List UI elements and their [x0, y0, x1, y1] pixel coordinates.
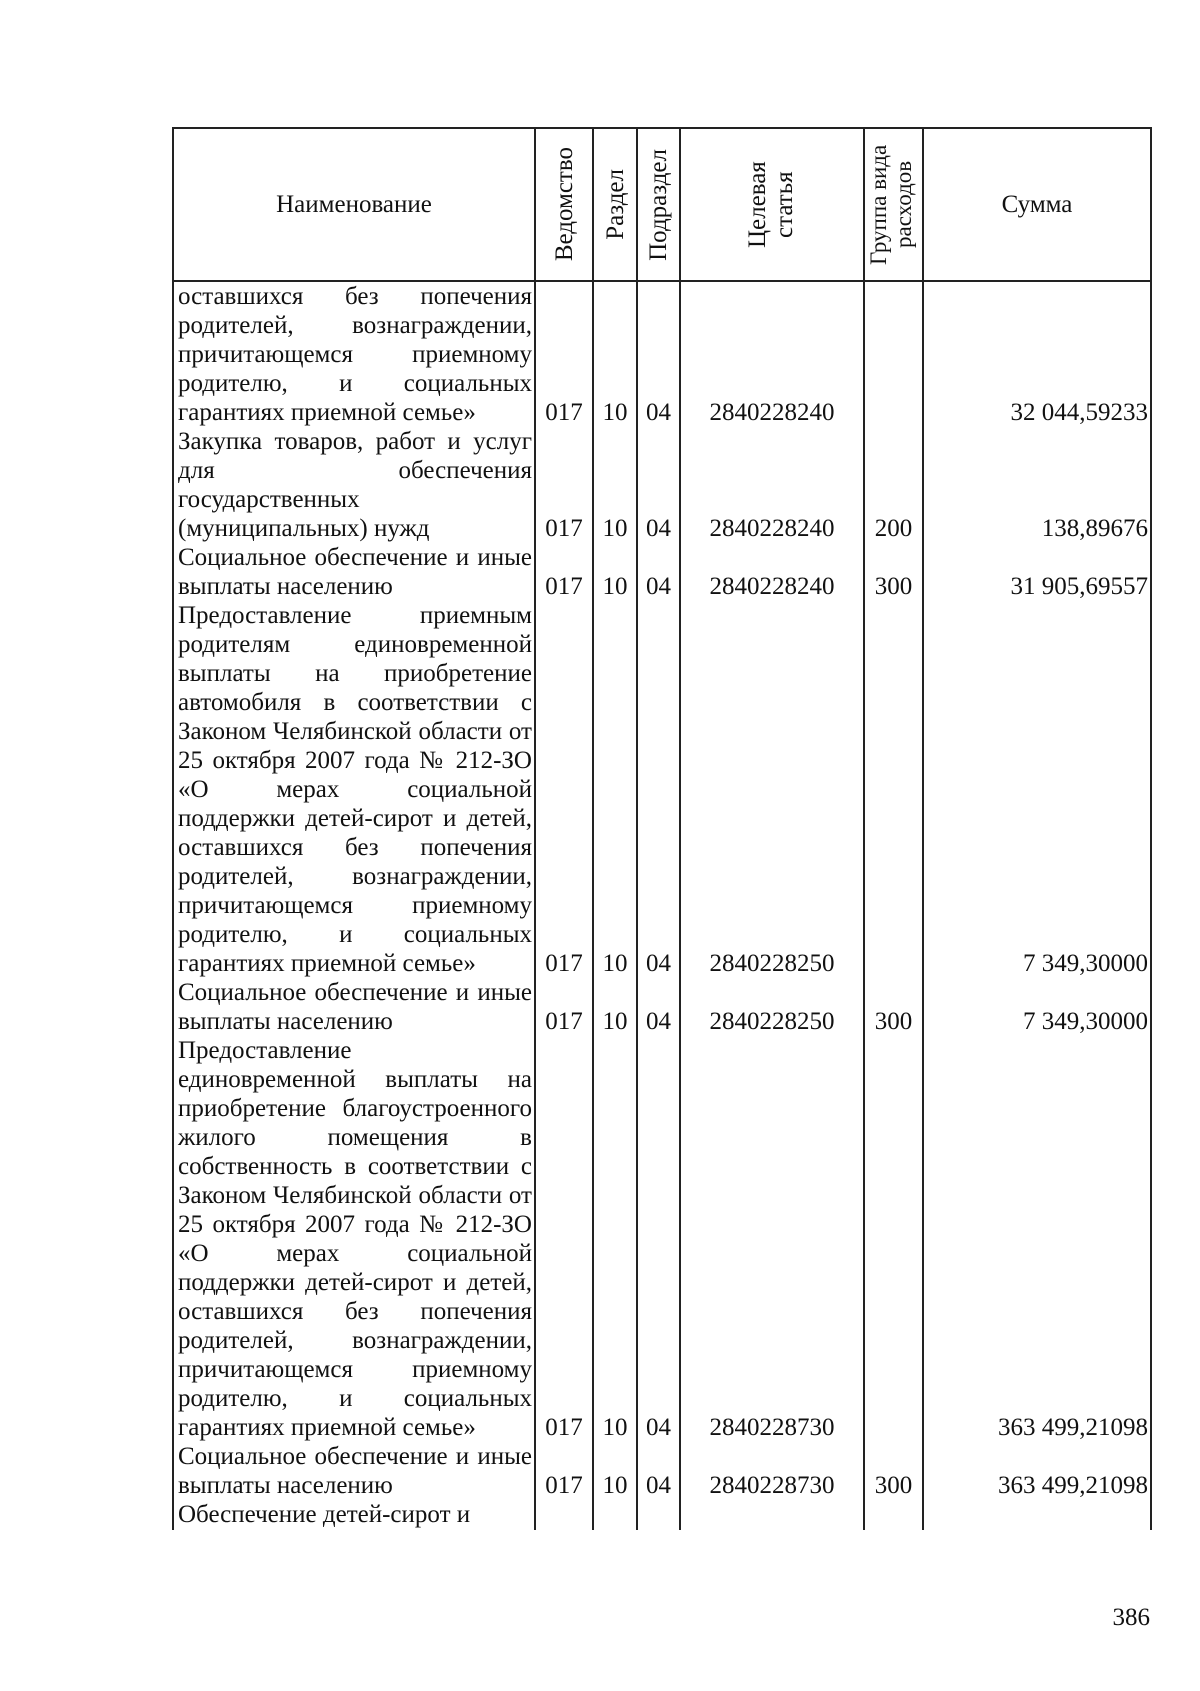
budget-table-container [172, 127, 1150, 1530]
row-summa: 7 349,30000 [923, 601, 1151, 978]
row-summa: 31 905,69557 [923, 543, 1151, 601]
row-gruppa [864, 1500, 923, 1530]
header-podrazdel: Подраздел [637, 128, 680, 281]
row-vedomstvo: 017 [535, 1442, 593, 1500]
table-row [173, 1500, 1151, 1530]
row-name: Обеспечение детей-сирот и [173, 1500, 535, 1530]
row-name: Социальное обеспечение и иные выплаты населению [173, 978, 535, 1036]
row-celevaya: 2840228240 [680, 281, 864, 427]
row-vedomstvo: 017 [535, 978, 593, 1036]
row-celevaya: 2840228240 [680, 543, 864, 601]
table-row [173, 601, 1151, 978]
budget-table [172, 127, 1152, 1530]
row-vedomstvo [535, 1500, 593, 1530]
row-name: оставшихся без попечения родителей, вознаграждении, причитающемся приемному родителю, и социальных гарантиях приемной семье» [173, 281, 535, 427]
row-vedomstvo: 017 [535, 543, 593, 601]
row-podrazdel: 04 [637, 978, 680, 1036]
row-gruppa: 300 [864, 543, 923, 601]
row-podrazdel [637, 1500, 680, 1530]
row-razdel: 10 [593, 543, 637, 601]
row-celevaya: 2840228240 [680, 427, 864, 543]
row-razdel: 10 [593, 601, 637, 978]
row-razdel: 10 [593, 427, 637, 543]
row-vedomstvo: 017 [535, 427, 593, 543]
row-vedomstvo: 017 [535, 281, 593, 427]
row-name: Предоставление единовременной выплаты на приобретение благоустроенного жилого помещения в собственность в соответствии с Законом Челябинской области от 25 октября 2007 года № 212-ЗО «О мерах социальной поддержки детей-сирот и детей, оставшихся без попечения родителей, вознаграждении, причитающемся приемному родителю, и социальных гарантиях приемной семье» [173, 1036, 535, 1442]
row-gruppa: 200 [864, 427, 923, 543]
row-podrazdel: 04 [637, 281, 680, 427]
row-podrazdel: 04 [637, 601, 680, 978]
row-podrazdel: 04 [637, 1036, 680, 1442]
row-gruppa: 300 [864, 1442, 923, 1500]
row-summa: 32 044,59233 [923, 281, 1151, 427]
row-podrazdel: 04 [637, 543, 680, 601]
table-header-row [173, 128, 1151, 281]
row-name: Социальное обеспечение и иные выплаты населению [173, 1442, 535, 1500]
header-vedomstvo: Ведомство [535, 128, 593, 281]
header-razdel: Раздел [593, 128, 637, 281]
row-gruppa [864, 1036, 923, 1442]
row-celevaya: 2840228250 [680, 978, 864, 1036]
row-summa: 138,89676 [923, 427, 1151, 543]
row-razdel: 10 [593, 978, 637, 1036]
row-celevaya: 2840228730 [680, 1442, 864, 1500]
row-gruppa [864, 601, 923, 978]
page-number: 386 [1112, 1604, 1150, 1631]
row-razdel: 10 [593, 281, 637, 427]
table-row [173, 978, 1151, 1036]
row-name: Социальное обеспечение и иные выплаты населению [173, 543, 535, 601]
row-celevaya [680, 1500, 864, 1530]
row-gruppa [864, 281, 923, 427]
row-celevaya: 2840228730 [680, 1036, 864, 1442]
table-row [173, 427, 1151, 543]
row-name: Предоставление приемным родителям единовременной выплаты на приобретение автомобиля в соответствии с Законом Челябинской области от 25 октября 2007 года № 212-ЗО «О мерах социальной поддержки детей-сирот и детей, оставшихся без попечения родителей, вознаграждении, причитающемся приемному родителю, и социальных гарантиях приемной семье» [173, 601, 535, 978]
row-summa: 363 499,21098 [923, 1442, 1151, 1500]
table-row [173, 1036, 1151, 1442]
table-row [173, 281, 1151, 427]
row-summa: 7 349,30000 [923, 978, 1151, 1036]
row-vedomstvo: 017 [535, 601, 593, 978]
header-name: Наименование [173, 128, 535, 281]
row-podrazdel: 04 [637, 1442, 680, 1500]
row-razdel: 10 [593, 1442, 637, 1500]
header-celevaya: Целевая статья [680, 128, 864, 281]
row-summa [923, 1500, 1151, 1530]
header-summa: Сумма [923, 128, 1151, 281]
row-name: Закупка товаров, работ и услуг для обеспечения государственных (муниципальных) нужд [173, 427, 535, 543]
row-vedomstvo: 017 [535, 1036, 593, 1442]
row-podrazdel: 04 [637, 427, 680, 543]
row-razdel [593, 1500, 637, 1530]
row-gruppa: 300 [864, 978, 923, 1036]
header-gruppa: Группа вида расходов [864, 128, 923, 281]
table-row [173, 1442, 1151, 1500]
table-row [173, 543, 1151, 601]
row-summa: 363 499,21098 [923, 1036, 1151, 1442]
row-razdel: 10 [593, 1036, 637, 1442]
row-celevaya: 2840228250 [680, 601, 864, 978]
